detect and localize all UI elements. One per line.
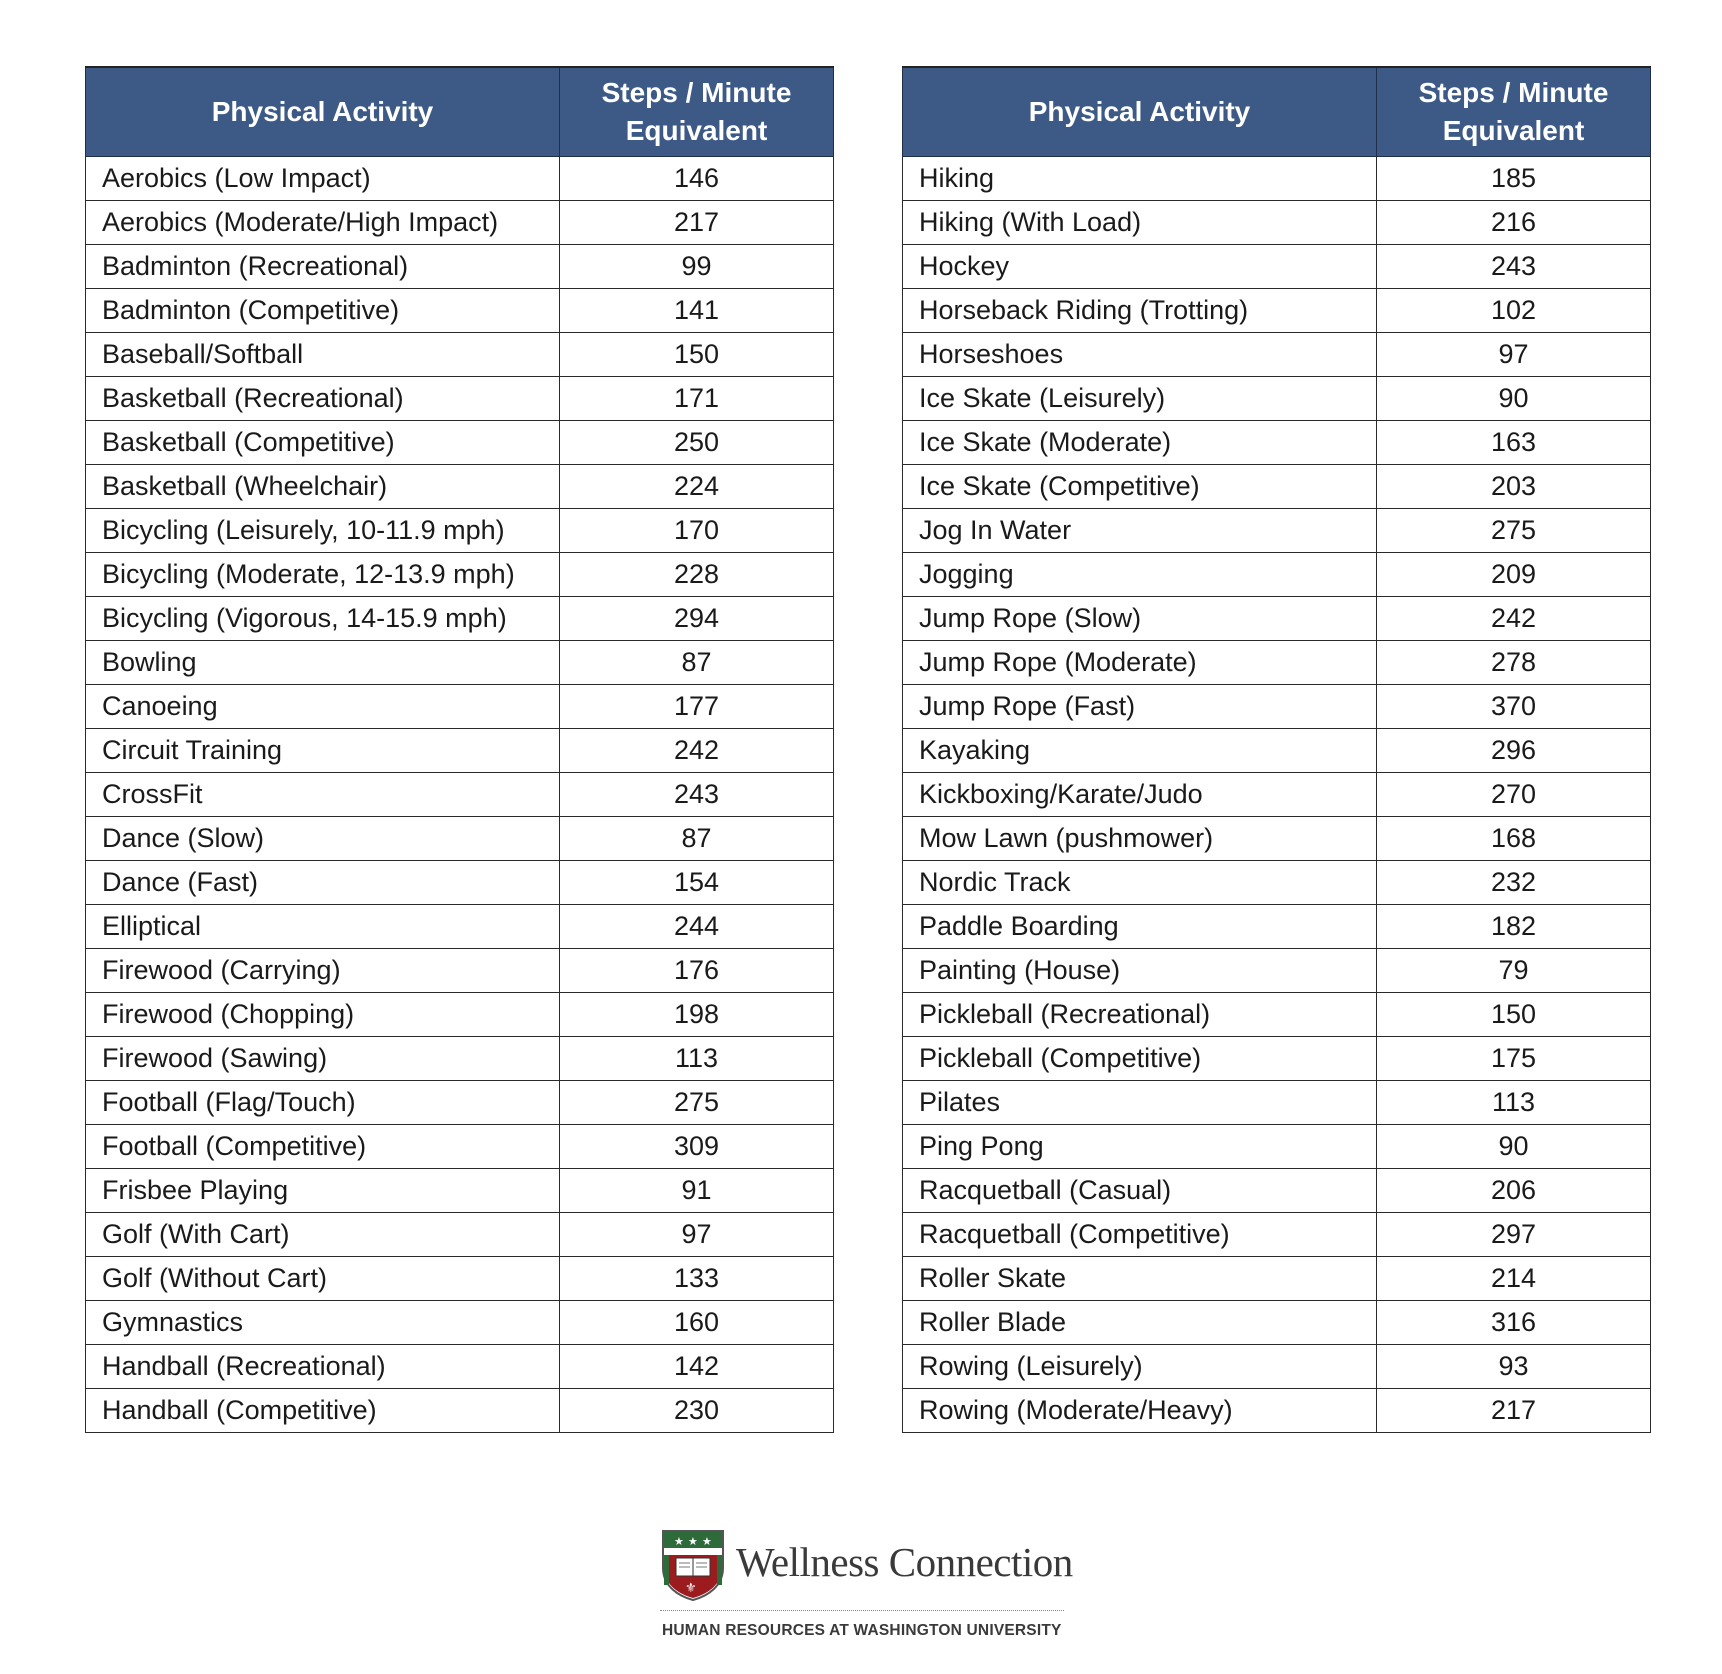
table-row: [86, 289, 834, 333]
header-steps-per-minute: [560, 67, 834, 157]
activity-name-cell: Pickleball (Recreational): [903, 993, 1377, 1037]
table-row: [86, 1345, 834, 1389]
table-row: [86, 773, 834, 817]
steps-value-cell: 214: [1377, 1257, 1651, 1301]
table-row: [903, 245, 1651, 289]
activity-name-cell: Football (Flag/Touch): [86, 1081, 560, 1125]
table-row: [903, 421, 1651, 465]
steps-value-cell: 185: [1377, 157, 1651, 201]
activity-name-cell: Badminton (Recreational): [86, 245, 560, 289]
steps-value-cell: 141: [560, 289, 834, 333]
steps-value-cell: 275: [560, 1081, 834, 1125]
table-row: [86, 817, 834, 861]
table-row: [86, 861, 834, 905]
activity-name-cell: Aerobics (Low Impact): [86, 157, 560, 201]
activity-name-cell: Basketball (Wheelchair): [86, 465, 560, 509]
steps-value-cell: 102: [1377, 289, 1651, 333]
svg-text:⚜: ⚜: [685, 1581, 697, 1596]
activity-name-cell: Bicycling (Leisurely, 10-11.9 mph): [86, 509, 560, 553]
table-row: [86, 685, 834, 729]
steps-value-cell: 146: [560, 157, 834, 201]
activity-name-cell: Basketball (Recreational): [86, 377, 560, 421]
activity-name-cell: Football (Competitive): [86, 1125, 560, 1169]
header-steps-line1: Steps / Minute: [601, 77, 792, 108]
activity-name-cell: Ice Skate (Leisurely): [903, 377, 1377, 421]
steps-value-cell: 297: [1377, 1213, 1651, 1257]
table-row: [86, 201, 834, 245]
activity-name-cell: Racquetball (Casual): [903, 1169, 1377, 1213]
logo-wordmark: Wellness Connection: [736, 1539, 1073, 1585]
table-row: [86, 553, 834, 597]
header-physical-activity: Physical Activity: [903, 67, 1377, 157]
steps-value-cell: 209: [1377, 553, 1651, 597]
table-row: [903, 465, 1651, 509]
activity-name-cell: Golf (With Cart): [86, 1213, 560, 1257]
activity-name-cell: Circuit Training: [86, 729, 560, 773]
table-row: [86, 949, 834, 993]
activity-name-cell: Badminton (Competitive): [86, 289, 560, 333]
table-row: [86, 1257, 834, 1301]
steps-value-cell: 370: [1377, 685, 1651, 729]
activity-name-cell: Aerobics (Moderate/High Impact): [86, 201, 560, 245]
activity-name-cell: Jogging: [903, 553, 1377, 597]
steps-value-cell: 217: [560, 201, 834, 245]
activity-name-cell: Kickboxing/Karate/Judo: [903, 773, 1377, 817]
svg-text:★: ★: [688, 1535, 698, 1548]
table-row: [903, 861, 1651, 905]
steps-value-cell: 275: [1377, 509, 1651, 553]
table-row: [86, 1301, 834, 1345]
activity-name-cell: Firewood (Sawing): [86, 1037, 560, 1081]
table-row: [903, 377, 1651, 421]
steps-value-cell: 91: [560, 1169, 834, 1213]
steps-value-cell: 97: [1377, 333, 1651, 377]
activity-name-cell: Rowing (Leisurely): [903, 1345, 1377, 1389]
steps-value-cell: 242: [1377, 597, 1651, 641]
activity-name-cell: Basketball (Competitive): [86, 421, 560, 465]
steps-value-cell: 206: [1377, 1169, 1651, 1213]
university-shield-icon: [660, 1528, 726, 1602]
table-row: [86, 1125, 834, 1169]
steps-value-cell: 243: [560, 773, 834, 817]
table-row: [903, 1389, 1651, 1433]
table-row: [903, 201, 1651, 245]
steps-value-cell: 113: [560, 1037, 834, 1081]
activity-name-cell: Firewood (Chopping): [86, 993, 560, 1037]
activity-name-cell: Bicycling (Moderate, 12-13.9 mph): [86, 553, 560, 597]
steps-value-cell: 163: [1377, 421, 1651, 465]
steps-value-cell: 99: [560, 245, 834, 289]
table-row: [903, 641, 1651, 685]
table-row: [903, 1081, 1651, 1125]
table-row: [903, 509, 1651, 553]
steps-value-cell: 316: [1377, 1301, 1651, 1345]
activity-name-cell: Hiking (With Load): [903, 201, 1377, 245]
svg-text:★: ★: [702, 1535, 712, 1548]
table-row: [86, 333, 834, 377]
table-row: [903, 553, 1651, 597]
activity-name-cell: Baseball/Softball: [86, 333, 560, 377]
activity-name-cell: Horseshoes: [903, 333, 1377, 377]
steps-value-cell: 93: [1377, 1345, 1651, 1389]
activity-name-cell: Rowing (Moderate/Heavy): [903, 1389, 1377, 1433]
activity-name-cell: Pickleball (Competitive): [903, 1037, 1377, 1081]
table-row: [903, 1345, 1651, 1389]
steps-value-cell: 278: [1377, 641, 1651, 685]
table-row: [903, 597, 1651, 641]
table-row: [903, 1125, 1651, 1169]
table-row: [903, 729, 1651, 773]
table-row: [86, 377, 834, 421]
steps-value-cell: 224: [560, 465, 834, 509]
activity-name-cell: Painting (House): [903, 949, 1377, 993]
steps-value-cell: 250: [560, 421, 834, 465]
steps-value-cell: 228: [560, 553, 834, 597]
activity-name-cell: Hiking: [903, 157, 1377, 201]
activity-name-cell: Nordic Track: [903, 861, 1377, 905]
wellness-connection-logo: [660, 1528, 1073, 1640]
activity-name-cell: Elliptical: [86, 905, 560, 949]
steps-value-cell: 176: [560, 949, 834, 993]
steps-value-cell: 168: [1377, 817, 1651, 861]
activity-name-cell: Firewood (Carrying): [86, 949, 560, 993]
table-row: [86, 641, 834, 685]
activity-name-cell: Dance (Fast): [86, 861, 560, 905]
table-row: [903, 817, 1651, 861]
table-row: [903, 1301, 1651, 1345]
table-row: [86, 1037, 834, 1081]
activity-name-cell: Handball (Recreational): [86, 1345, 560, 1389]
header-steps-per-minute: [1377, 67, 1651, 157]
steps-value-cell: 142: [560, 1345, 834, 1389]
header-steps-line2: Equivalent: [625, 115, 768, 146]
steps-value-cell: 97: [560, 1213, 834, 1257]
table-row: [86, 421, 834, 465]
activity-name-cell: Paddle Boarding: [903, 905, 1377, 949]
activity-name-cell: CrossFit: [86, 773, 560, 817]
table-row: [86, 509, 834, 553]
table-row: [903, 949, 1651, 993]
table-row: [903, 1037, 1651, 1081]
table-body-right: [903, 157, 1651, 1433]
activity-name-cell: Pilates: [903, 1081, 1377, 1125]
activity-name-cell: Handball (Competitive): [86, 1389, 560, 1433]
activity-name-cell: Jog In Water: [903, 509, 1377, 553]
table-row: [903, 1169, 1651, 1213]
activity-name-cell: Ping Pong: [903, 1125, 1377, 1169]
steps-value-cell: 232: [1377, 861, 1651, 905]
steps-value-cell: 182: [1377, 905, 1651, 949]
steps-value-cell: 133: [560, 1257, 834, 1301]
steps-value-cell: 198: [560, 993, 834, 1037]
activity-name-cell: Kayaking: [903, 729, 1377, 773]
table-row: [903, 289, 1651, 333]
table-row: [86, 905, 834, 949]
table-row: [903, 773, 1651, 817]
activity-name-cell: Racquetball (Competitive): [903, 1213, 1377, 1257]
activity-name-cell: Gymnastics: [86, 1301, 560, 1345]
table-row: [86, 1389, 834, 1433]
steps-value-cell: 90: [1377, 1125, 1651, 1169]
steps-value-cell: 154: [560, 861, 834, 905]
activity-name-cell: Roller Blade: [903, 1301, 1377, 1345]
steps-value-cell: 87: [560, 641, 834, 685]
table-row: [903, 993, 1651, 1037]
steps-value-cell: 150: [560, 333, 834, 377]
activity-name-cell: Bicycling (Vigorous, 14-15.9 mph): [86, 597, 560, 641]
table-row: [903, 1213, 1651, 1257]
activity-name-cell: Golf (Without Cart): [86, 1257, 560, 1301]
steps-value-cell: 244: [560, 905, 834, 949]
activity-name-cell: Jump Rope (Fast): [903, 685, 1377, 729]
header-physical-activity: Physical Activity: [86, 67, 560, 157]
steps-value-cell: 309: [560, 1125, 834, 1169]
steps-value-cell: 243: [1377, 245, 1651, 289]
activity-name-cell: Ice Skate (Competitive): [903, 465, 1377, 509]
table-row: [86, 465, 834, 509]
table-row: [86, 993, 834, 1037]
activity-name-cell: Roller Skate: [903, 1257, 1377, 1301]
steps-value-cell: 175: [1377, 1037, 1651, 1081]
table-header-row: [903, 67, 1651, 157]
activity-name-cell: Dance (Slow): [86, 817, 560, 861]
steps-value-cell: 170: [560, 509, 834, 553]
steps-value-cell: 87: [560, 817, 834, 861]
steps-value-cell: 177: [560, 685, 834, 729]
steps-value-cell: 203: [1377, 465, 1651, 509]
table-row: [86, 245, 834, 289]
steps-value-cell: 171: [560, 377, 834, 421]
table-row: [903, 1257, 1651, 1301]
steps-value-cell: 296: [1377, 729, 1651, 773]
header-steps-line2: Equivalent: [1442, 115, 1585, 146]
logo-divider: [660, 1610, 1064, 1611]
activity-table-right: [902, 66, 1651, 1433]
table-row: [86, 1213, 834, 1257]
table-row: [86, 729, 834, 773]
steps-value-cell: 294: [560, 597, 834, 641]
table-row: [903, 157, 1651, 201]
activity-table-left: [85, 66, 834, 1433]
steps-value-cell: 160: [560, 1301, 834, 1345]
table-row: [903, 905, 1651, 949]
table-row: [86, 157, 834, 201]
steps-value-cell: 242: [560, 729, 834, 773]
steps-value-cell: 230: [560, 1389, 834, 1433]
activity-name-cell: Bowling: [86, 641, 560, 685]
steps-value-cell: 270: [1377, 773, 1651, 817]
table-header-row: [86, 67, 834, 157]
table-row: [903, 333, 1651, 377]
activity-name-cell: Mow Lawn (pushmower): [903, 817, 1377, 861]
steps-value-cell: 90: [1377, 377, 1651, 421]
steps-value-cell: 113: [1377, 1081, 1651, 1125]
table-row: [86, 597, 834, 641]
svg-text:★: ★: [674, 1535, 684, 1548]
steps-value-cell: 216: [1377, 201, 1651, 245]
logo-subtitle: HUMAN RESOURCES AT WASHINGTON UNIVERSITY: [662, 1622, 1062, 1639]
header-steps-line1: Steps / Minute: [1418, 77, 1609, 108]
activity-name-cell: Jump Rope (Moderate): [903, 641, 1377, 685]
table-row: [86, 1081, 834, 1125]
activity-name-cell: Ice Skate (Moderate): [903, 421, 1377, 465]
activity-name-cell: Canoeing: [86, 685, 560, 729]
steps-value-cell: 217: [1377, 1389, 1651, 1433]
activity-name-cell: Jump Rope (Slow): [903, 597, 1377, 641]
steps-value-cell: 79: [1377, 949, 1651, 993]
activity-name-cell: Frisbee Playing: [86, 1169, 560, 1213]
activity-name-cell: Hockey: [903, 245, 1377, 289]
table-row: [903, 685, 1651, 729]
activity-name-cell: Horseback Riding (Trotting): [903, 289, 1377, 333]
table-row: [86, 1169, 834, 1213]
table-body-left: [86, 157, 834, 1433]
steps-value-cell: 150: [1377, 993, 1651, 1037]
